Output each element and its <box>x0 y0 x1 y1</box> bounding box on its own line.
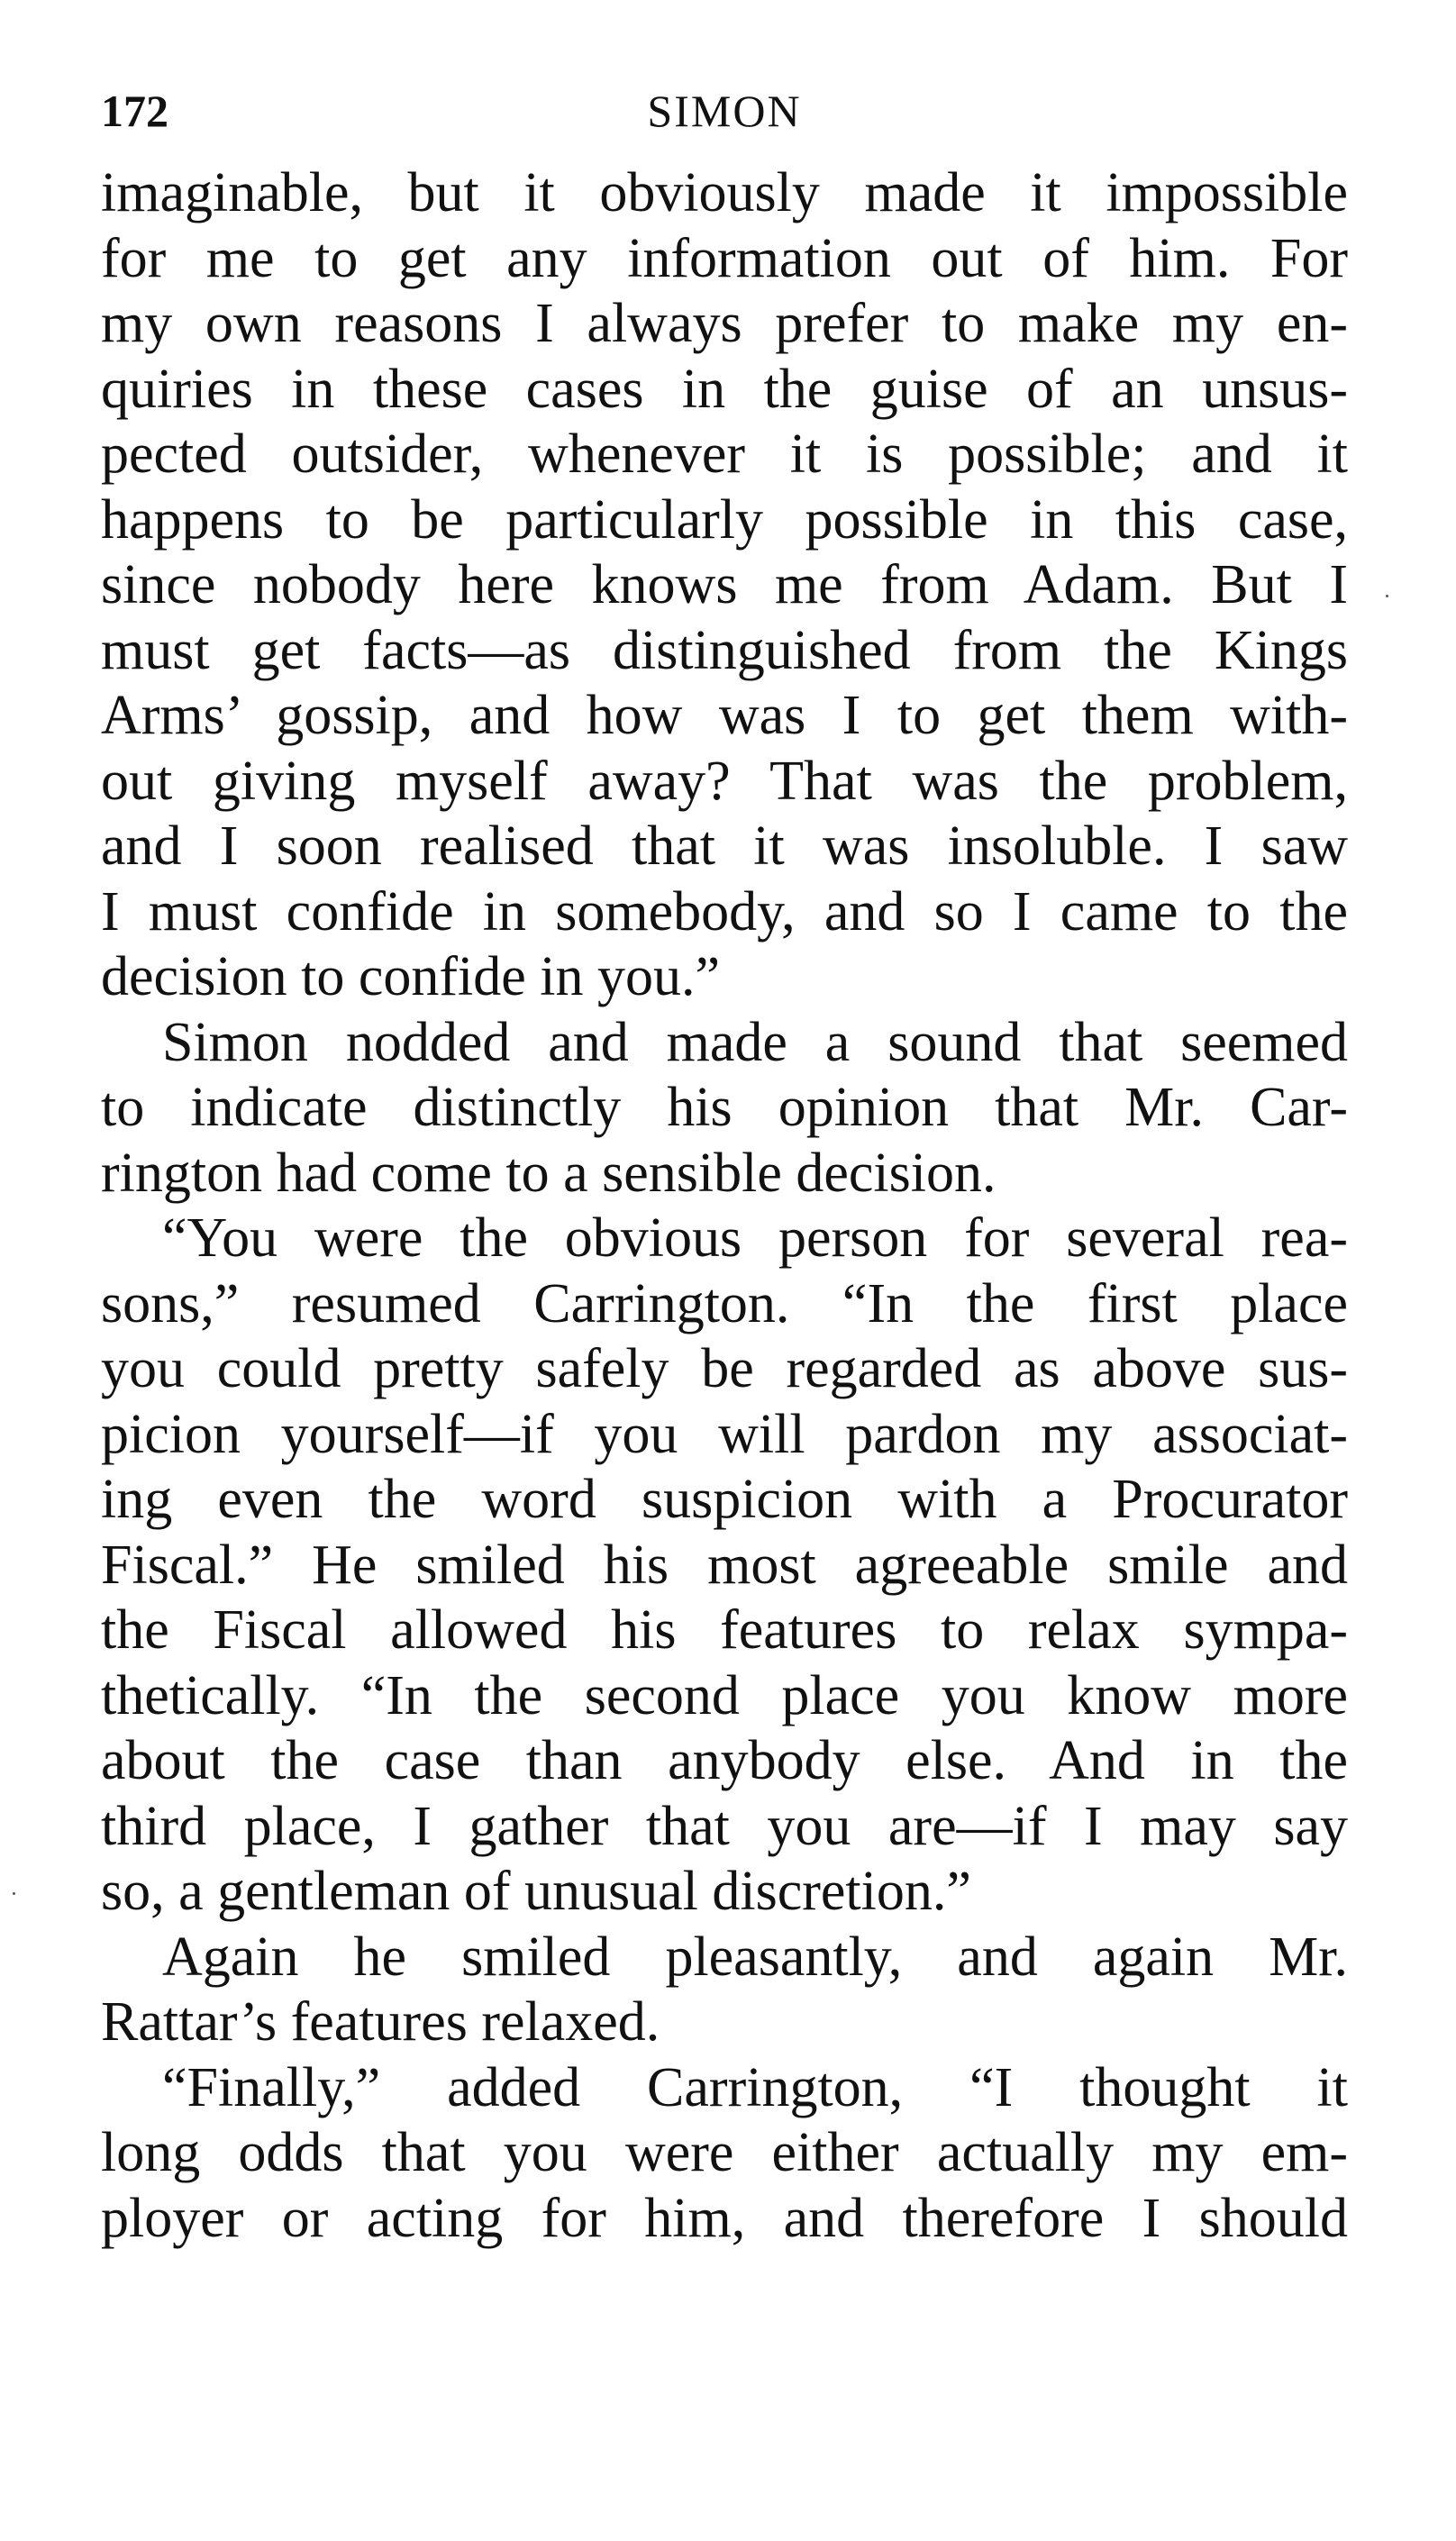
text-line: pected outsider, whenever it is possible; and it <box>101 424 1348 485</box>
body-text <box>101 160 1348 2251</box>
text-line: long odds that you were either actually my em- <box>101 2122 1348 2183</box>
text-line: Rattar’s features relaxed. <box>101 1991 660 2053</box>
text-line: ployer or acting for him, and therefore I should <box>101 2187 1348 2249</box>
text-line: so, a gentleman of unusual discretion.” <box>101 1861 971 1922</box>
text-line: the Fiscal allowed his features to relax sympa- <box>101 1599 1348 1661</box>
scan-speck <box>1386 595 1388 597</box>
text-line: for me to get any information out of him. For <box>101 227 1348 289</box>
text-line: out giving myself away? That was the problem, <box>101 750 1348 812</box>
text-line: “Finally,” added Carrington, “I thought it <box>162 2056 1348 2118</box>
text-line: my own reasons I always prefer to make my en- <box>101 293 1348 354</box>
page-number: 172 <box>101 86 168 136</box>
text-line: I must confide in somebody, and so I came to the <box>101 880 1348 943</box>
page-header <box>101 79 1348 142</box>
text-line: to indicate distinctly his opinion that Mr. Car- <box>101 1077 1348 1138</box>
running-title: SIMON <box>647 86 802 136</box>
text-line: quiries in these cases in the guise of an unsus- <box>101 358 1348 420</box>
text-line: decision to confide in you.” <box>101 946 720 1007</box>
text-line: Arms’ gossip, and how was I to get them with- <box>101 685 1348 746</box>
text-line: about the case than anybody else. And in the <box>101 1730 1348 1791</box>
text-line: thetically. “In the second place you know more <box>101 1664 1348 1726</box>
text-line: you could pretty safely be regarded as above sus- <box>101 1338 1348 1399</box>
text-line: Again he smiled pleasantly, and again Mr. <box>162 1926 1348 1988</box>
text-line: third place, I gather that you are—if I may say <box>101 1795 1348 1857</box>
text-line: since nobody here knows me from Adam. But I <box>101 554 1348 615</box>
scan-speck <box>13 1892 15 1895</box>
text-line: and I soon realised that it was insoluble. I saw <box>101 815 1348 877</box>
text-line: “You were the obvious person for several rea- <box>162 1207 1348 1269</box>
text-line: Fiscal.” He smiled his most agreeable smile and <box>101 1534 1348 1596</box>
text-line: sons,” resumed Carrington. “In the first place <box>101 1272 1348 1334</box>
text-line: Simon nodded and made a sound that seemed <box>162 1011 1348 1073</box>
text-line: picion yourself—if you will pardon my associat- <box>101 1403 1348 1465</box>
text-line: rington had come to a sensible decision. <box>101 1142 996 1204</box>
text-line: ing even the word suspicion with a Procurator <box>101 1469 1348 1530</box>
text-line: must get facts—as distinguished from the Kings <box>101 619 1348 681</box>
text-line: imaginable, but it obviously made it impossible <box>101 162 1348 223</box>
text-line: happens to be particularly possible in this case, <box>101 488 1348 551</box>
